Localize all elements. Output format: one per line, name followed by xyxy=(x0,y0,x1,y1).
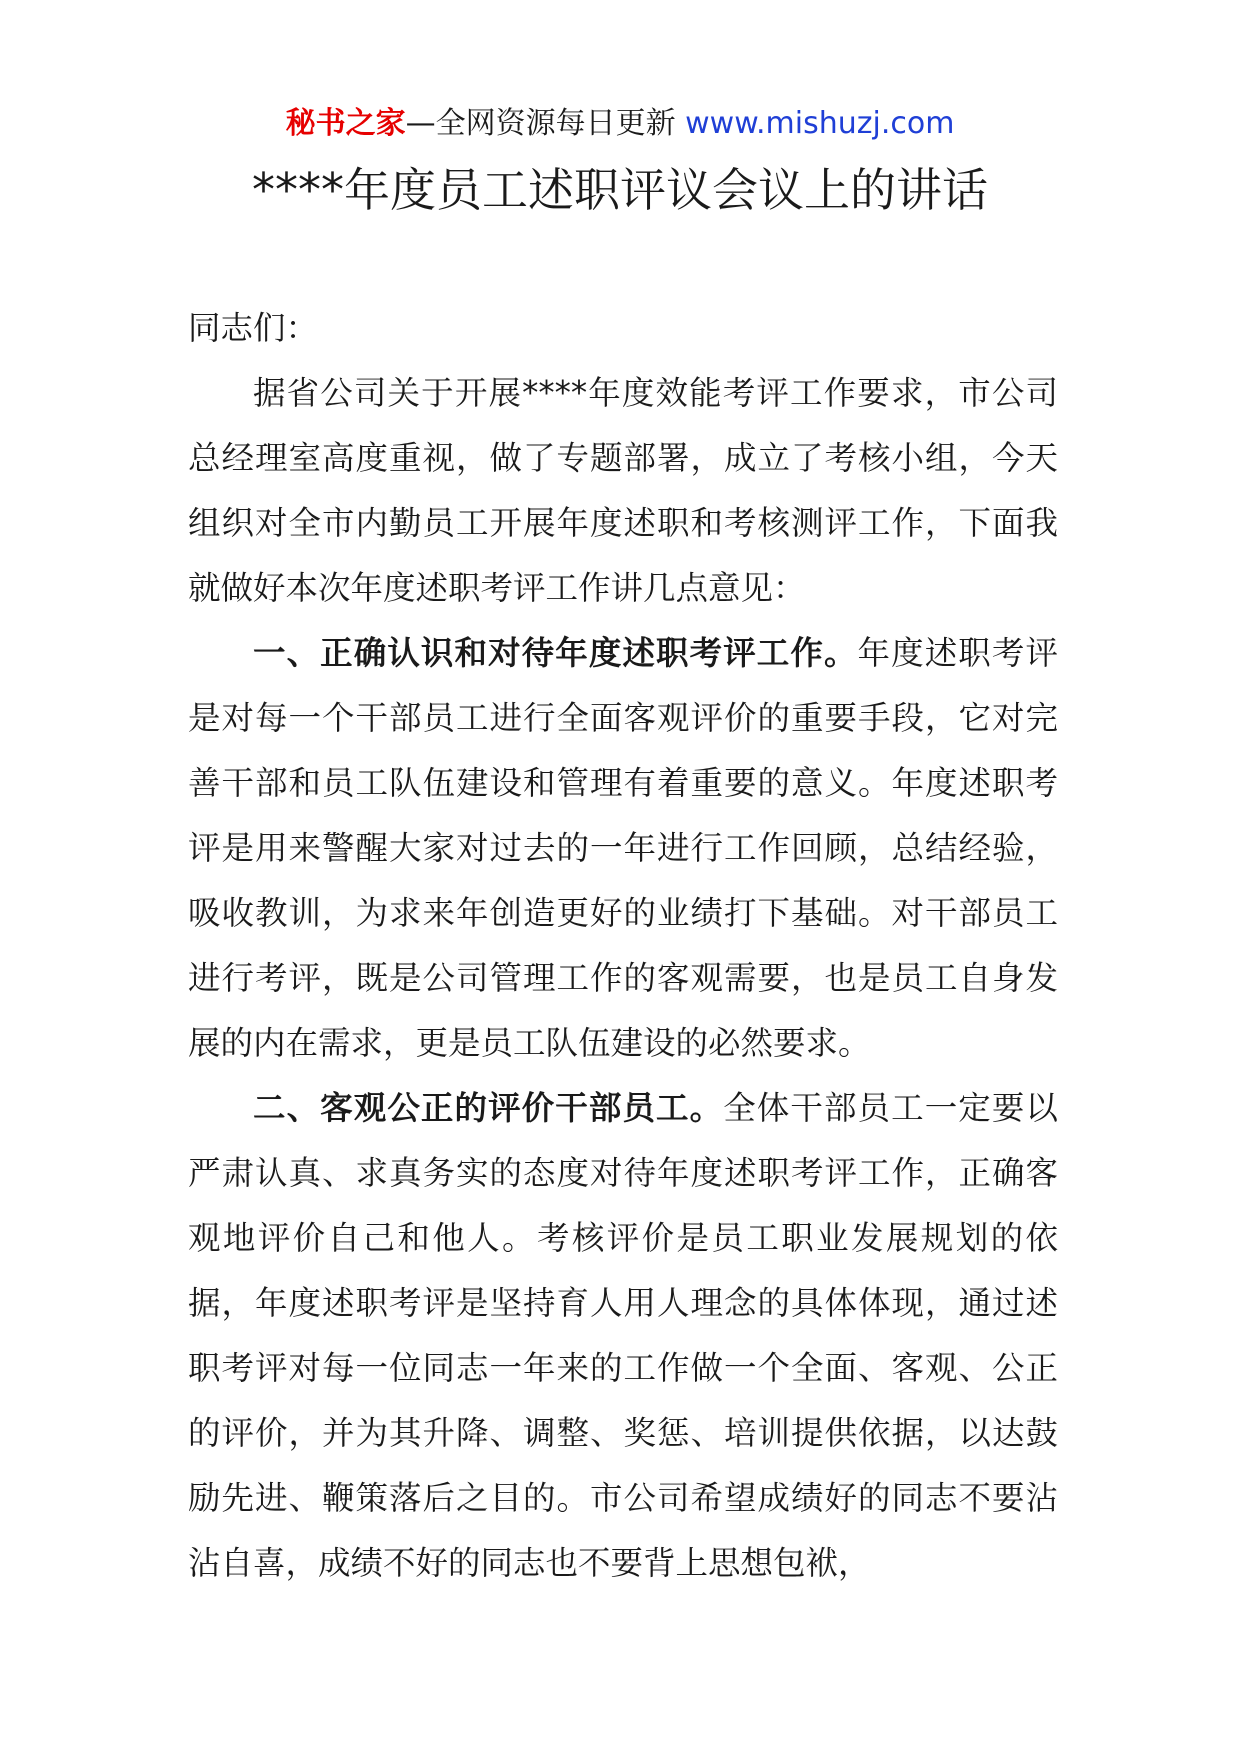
section-heading-1: 一、正确认识和对待年度述职考评工作。 xyxy=(253,634,858,672)
section-body-2: 全体干部员工一定要以严肃认真、求真务实的态度对待年度述职考评工作，正确客观地评价自己和他人。考核评价是员工职业发展规划的依据，年度述职考评是坚持育人用人理念的具体体现，通过述职考评对每一位同志一年来的工作做一个全面、客观、公正的评价，并为其升降、调整、奖惩、培训提供依据，以达鼓励先进、鞭策落后之目的。市公司希望成绩好的同志不要沾沾自喜，成绩不好的同志也不要背上思想包袱， xyxy=(188,1089,1058,1582)
document-body xyxy=(188,296,1058,1596)
site-url-link[interactable]: www.mishuzj.com xyxy=(685,106,955,141)
section-paragraph-1 xyxy=(188,621,1058,1076)
section-paragraph-2 xyxy=(188,1076,1058,1596)
salutation: 同志们： xyxy=(188,309,319,347)
document-title: ****年度员工述职评议会议上的讲话 xyxy=(252,163,988,217)
banner-tagline: —全网资源每日更新 xyxy=(405,106,676,141)
section-heading-2: 二、客观公正的评价干部员工。 xyxy=(253,1089,724,1127)
site-banner xyxy=(0,104,1240,144)
intro-paragraph: 据省公司关于开展****年度效能考评工作要求，市公司总经理室高度重视，做了专题部署，成立了考核小组，今天组织对全市内勤员工开展年度述职和考核测评工作，下面我就做好本次年度述职考评工作讲几点意见： xyxy=(188,374,1058,607)
section-body-1: 年度述职考评是对每一个干部员工进行全面客观评价的重要手段，它对完善干部和员工队伍建设和管理有着重要的意义。年度述职考评是用来警醒大家对过去的一年进行工作回顾，总结经验，吸收教训，为求来年创造更好的业绩打下基础。对干部员工进行考评，既是公司管理工作的客观需要，也是员工自身发展的内在需求，更是员工队伍建设的必然要求。 xyxy=(188,634,1058,1062)
brand-name: 秘书之家 xyxy=(285,106,406,141)
